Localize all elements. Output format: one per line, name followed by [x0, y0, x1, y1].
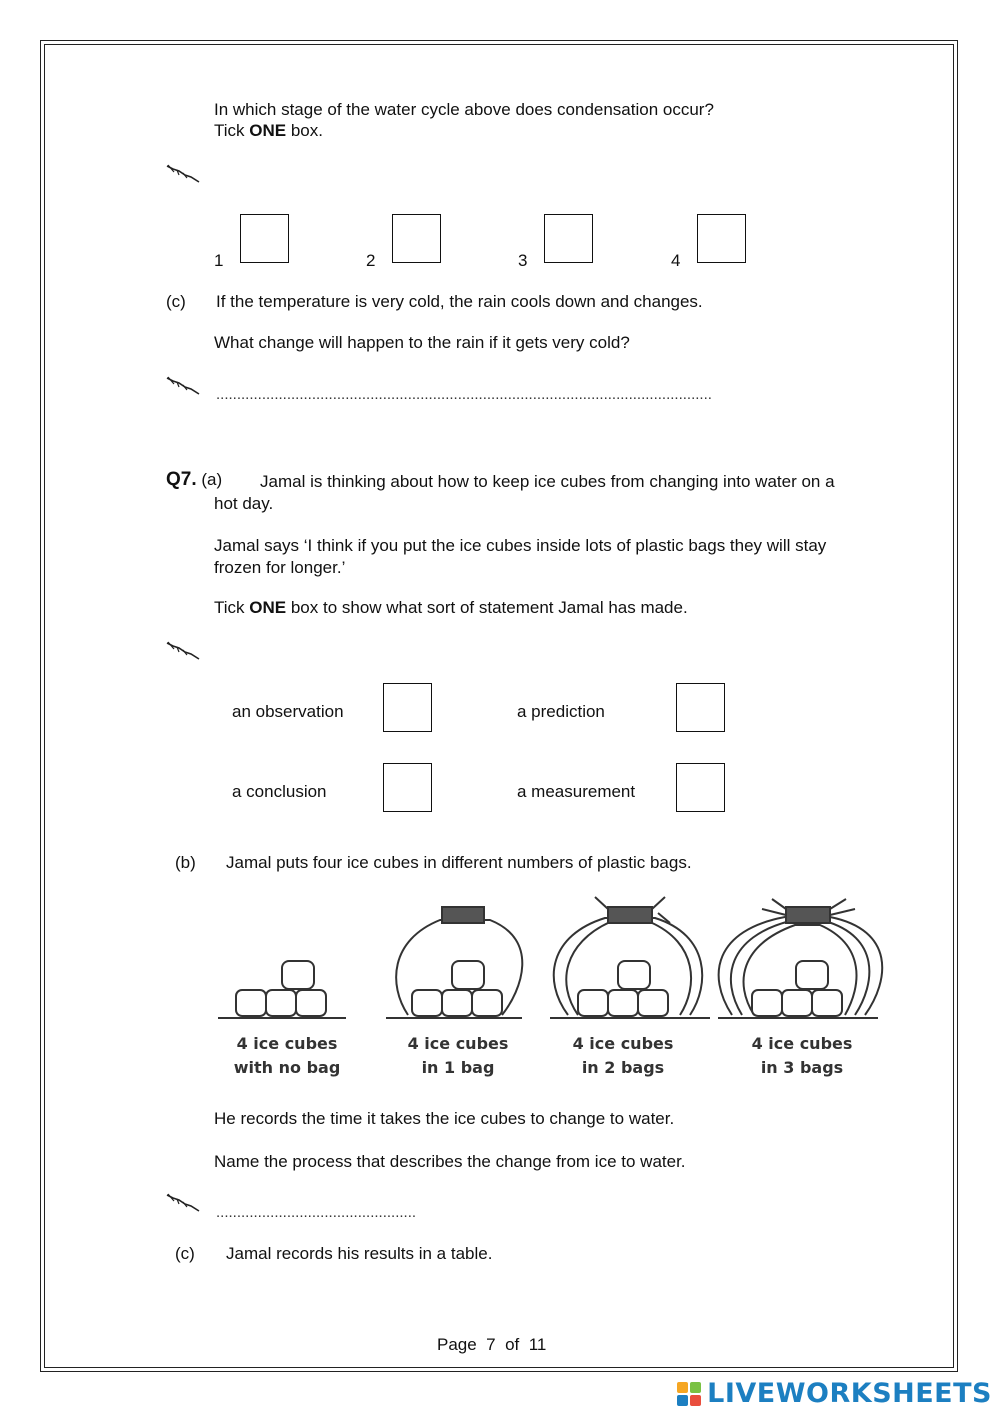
choice-label-conclusion: a conclusion [232, 782, 327, 801]
option-label-1: 1 [214, 251, 224, 270]
part-b-text: Jamal puts four ice cubes in different numbers of plastic bags. [226, 853, 692, 872]
tick-one-instruction: Tick ONE box. [214, 121, 323, 140]
q7-heading: Q7. (a) [166, 469, 223, 490]
caption-no-bag: 4 ice cubes with no bag [233, 1034, 341, 1077]
choice-label-measurement: a measurement [517, 782, 636, 801]
part-q7c-text: Jamal records his results in a table. [226, 1244, 493, 1263]
jamal-quote-line1: Jamal says ‘I think if you put the ice cubes inside lots of plastic bags they will stay [214, 536, 827, 555]
part-b-label: (b) [175, 853, 196, 872]
caption-two-bags: 4 ice cubes in 2 bags [572, 1034, 674, 1077]
tick-box-observation[interactable] [383, 683, 432, 732]
part-c-text: If the temperature is very cold, the rain cools down and changes. [216, 292, 703, 311]
tick-box-stage-4[interactable] [697, 214, 746, 263]
records-text: He records the time it takes the ice cubes to change to water. [214, 1109, 675, 1128]
pencil-icon [165, 375, 205, 395]
pencil-icon [165, 1192, 205, 1212]
tick-box-stage-2[interactable] [392, 214, 441, 263]
tick-box-prediction[interactable] [676, 683, 725, 732]
ice-cube-bags-illustration [210, 895, 890, 1025]
ice-cubes-two-bags [550, 897, 710, 1018]
option-label-2: 2 [366, 251, 376, 270]
tick-box-conclusion[interactable] [383, 763, 432, 812]
tick-box-stage-3[interactable] [544, 214, 593, 263]
tick-box-measurement[interactable] [676, 763, 725, 812]
part-q7c-label: (c) [175, 1244, 195, 1263]
part-c-question: What change will happen to the rain if it gets very cold? [214, 333, 630, 352]
choice-label-observation: an observation [232, 702, 344, 721]
liveworksheets-logo [677, 1378, 992, 1409]
statement-type-instruction: Tick ONE box to show what sort of statement Jamal has made. [214, 598, 688, 617]
ice-cubes-one-bag [386, 907, 522, 1018]
page-number: Page 7 of 11 [437, 1335, 547, 1354]
q7a-text-line2: hot day. [214, 494, 274, 513]
part-c-label: (c) [166, 292, 186, 311]
logo-text: LIVEWORKSHEETS [707, 1378, 992, 1409]
pencil-icon [165, 640, 205, 660]
q7a-text-line1: Jamal is thinking about how to keep ice cubes from changing into water on a [260, 472, 835, 491]
choice-label-prediction: a prediction [517, 702, 605, 721]
answer-line-rain[interactable]: ....................................................................................................................... [216, 386, 712, 403]
caption-one-bag: 4 ice cubes in 1 bag [407, 1034, 509, 1077]
tick-box-stage-1[interactable] [240, 214, 289, 263]
option-label-3: 3 [518, 251, 528, 270]
ice-cubes-no-bag [218, 961, 346, 1018]
jamal-quote-line2: frozen for longer.’ [214, 558, 346, 577]
process-question: Name the process that describes the change from ice to water. [214, 1152, 686, 1171]
answer-line-process[interactable]: ................................................ [216, 1204, 417, 1221]
option-label-4: 4 [671, 251, 681, 270]
logo-tiles-icon [677, 1382, 701, 1406]
ice-cubes-three-bags [718, 899, 882, 1018]
condensation-question: In which stage of the water cycle above does condensation occur? [214, 100, 714, 119]
pencil-icon [165, 163, 205, 183]
caption-three-bags: 4 ice cubes in 3 bags [751, 1034, 853, 1077]
